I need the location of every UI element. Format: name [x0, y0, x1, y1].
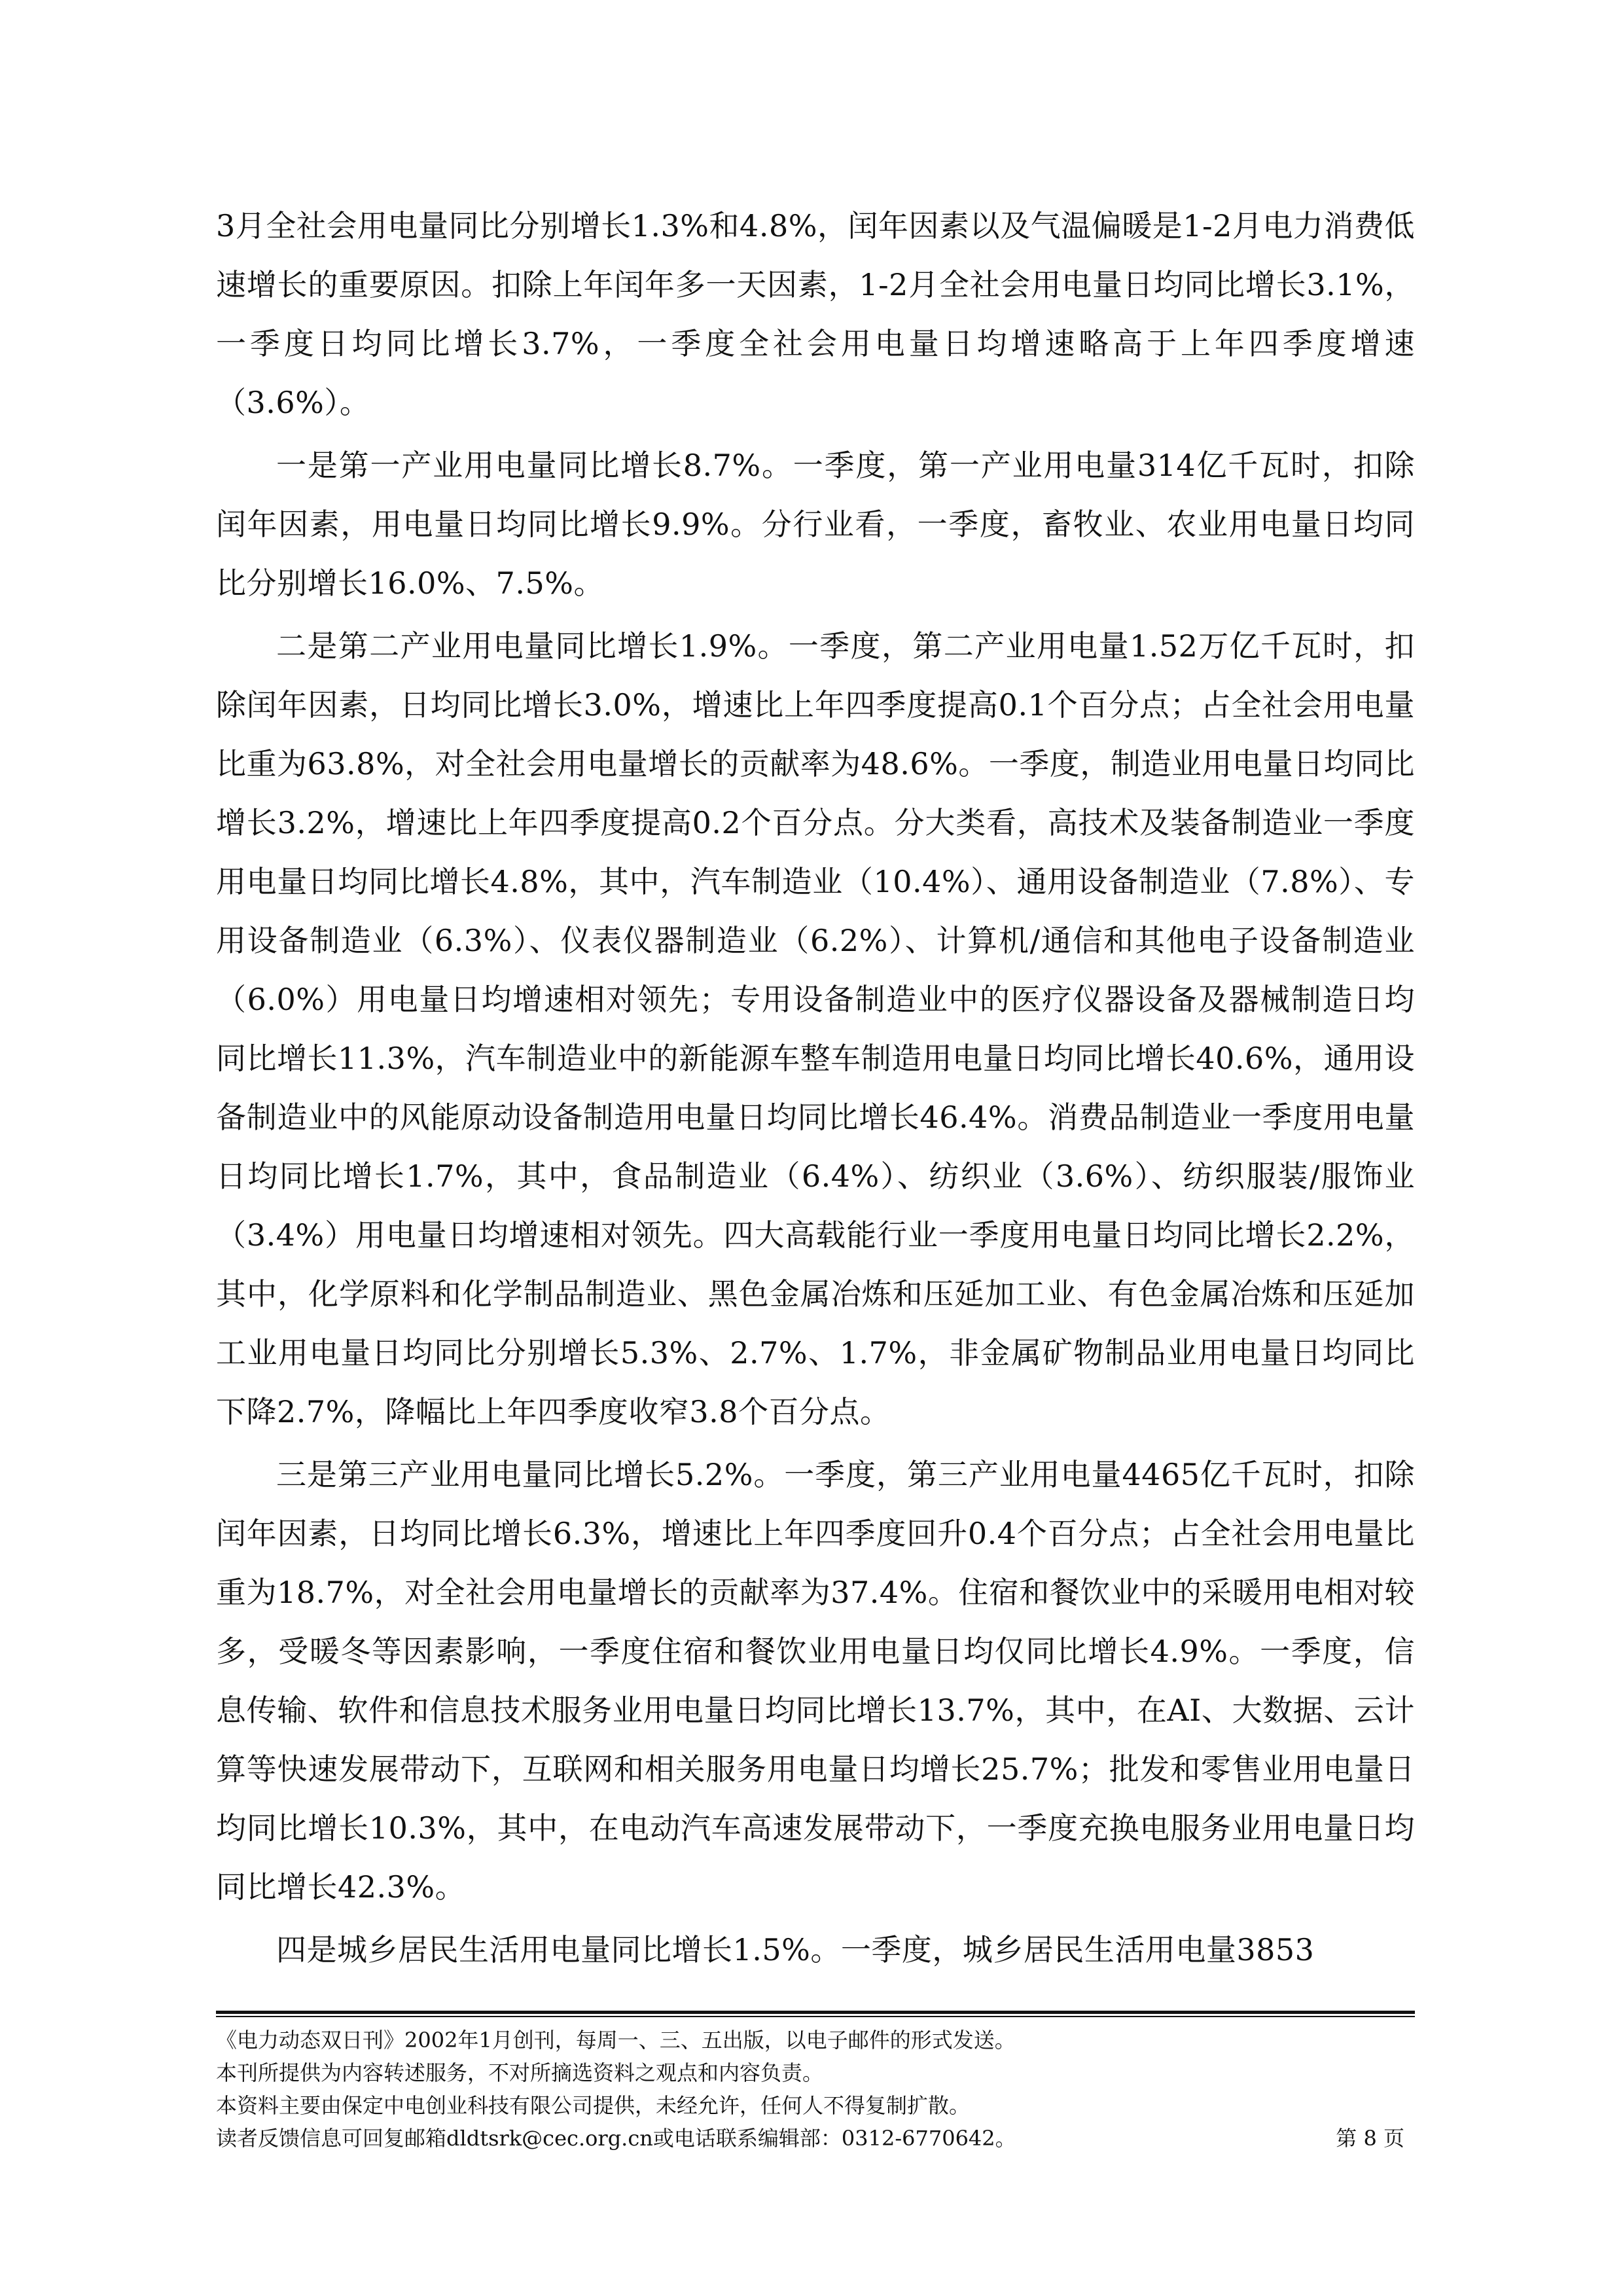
- footer-divider: [216, 2011, 1415, 2017]
- article-body: [216, 196, 1415, 1979]
- footer-copyright: 本资料主要由保定中电创业科技有限公司提供，未经允许，任何人不得复制扩散。: [216, 2093, 971, 2118]
- footer-contact: 读者反馈信息可回复邮箱dldtsrk@cec.org.cn或电话联系编辑部：0312-6770642。: [216, 2126, 1016, 2151]
- paragraph-primary-industry: 一是第一产业用电量同比增长8.7%。一季度，第一产业用电量314亿千瓦时，扣除闰年因素，用电量日均同比增长9.9%。分行业看，一季度，畜牧业、农业用电量日均同比分别增长16.0%、7.5%。: [216, 448, 1415, 601]
- paragraph-tertiary-industry: 三是第三产业用电量同比增长5.2%。一季度，第三产业用电量4465亿千瓦时，扣除闰年因素，日均同比增长6.3%，增速比上年四季度回升0.4个百分点；占全社会用电量比重为18.7%，对全社会用电量增长的贡献率为37.4%。住宿和餐饮业中的采暖用电相对较多，受暖冬等因素影响，一季度住宿和餐饮业用电量日均仅同比增长4.9%。一季度，信息传输、软件和信息技术服务业用电量日均同比增长13.7%，其中，在AI、大数据、云计算等快速发展带动下，互联网和相关服务用电量日均增长25.7%；批发和零售业用电量日均同比增长10.3%，其中，在电动汽车高速发展带动下，一季度充换电服务业用电量日均同比增长42.3%。: [216, 1457, 1415, 1905]
- page-footer: [216, 2024, 1415, 2155]
- footer-contact-row: [216, 2122, 1415, 2155]
- footer-divider-thick: [216, 2011, 1415, 2014]
- footer-publication-info: 《电力动态双日刊》2002年1月创刊，每周一、三、五出版，以电子邮件的形式发送。: [216, 2028, 1016, 2053]
- footer-divider-thin: [216, 2016, 1415, 2017]
- footer-disclaimer: 本刊所提供为内容转述服务，不对所摘选资料之观点和内容负责。: [216, 2060, 824, 2085]
- paragraph-residential: 四是城乡居民生活用电量同比增长1.5%。一季度，城乡居民生活用电量3853: [276, 1932, 1315, 1967]
- page-number: 第 8 页: [1336, 2126, 1404, 2151]
- paragraph-secondary-industry: 二是第二产业用电量同比增长1.9%。一季度，第二产业用电量1.52万亿千瓦时，扣除闰年因素，日均同比增长3.0%，增速比上年四季度提高0.1个百分点；占全社会用电量比重为63.8%，对全社会用电量增长的贡献率为48.6%。一季度，制造业用电量日均同比增长3.2%，增速比上年四季度提高0.2个百分点。分大类看，高技术及装备制造业一季度用电量日均同比增长4.8%，其中，汽车制造业（10.4%）、通用设备制造业（7.8%）、专用设备制造业（6.3%）、仪表仪器制造业（6.2%）、计算机/通信和其他电子设备制造业（6.0%）用电量日均增速相对领先；专用设备制造业中的医疗仪器设备及器械制造日均同比增长11.3%，汽车制造业中的新能源车整车制造用电量日均同比增长40.6%，通用设备制造业中的风能原动设备制造用电量日均同比增长46.4%。消费品制造业一季度用电量日均同比增长1.7%，其中，食品制造业（6.4%）、纺织业（3.6%）、纺织服装/服饰业（3.4%）用电量日均增速相对领先。四大高载能行业一季度用电量日均同比增长2.2%，其中，化学原料和化学制品制造业、黑色金属冶炼和压延加工业、有色金属冶炼和压延加工业用电量日均同比分别增长5.3%、2.7%、1.7%，非金属矿物制品业用电量日均同比下降2.7%，降幅比上年四季度收窄3.8个百分点。: [216, 628, 1415, 1429]
- paragraph-continuation: 3月全社会用电量同比分别增长1.3%和4.8%，闰年因素以及气温偏暖是1-2月电力消费低速增长的重要原因。扣除上年闰年多一天因素，1-2月全社会用电量日均同比增长3.1%，一季度日均同比增长3.7%，一季度全社会用电量日均增速略高于上年四季度增速（3.6%）。: [216, 208, 1415, 420]
